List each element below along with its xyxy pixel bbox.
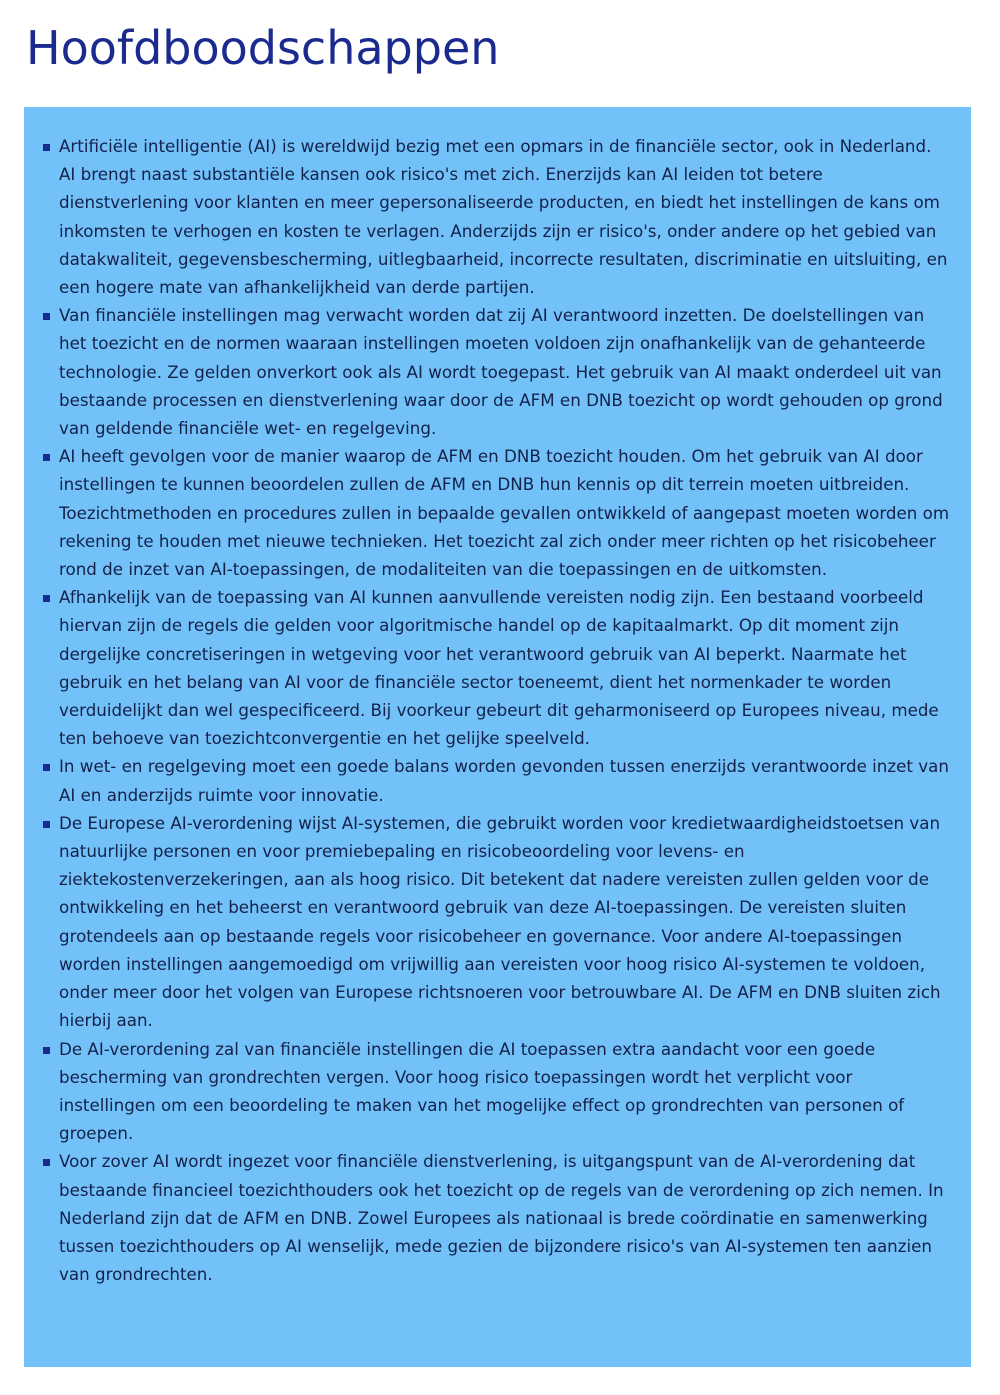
square-bullet-icon: [43, 1159, 50, 1166]
page-title: Hoofdboodschappen: [26, 21, 500, 75]
key-message-item: [42, 1035, 951, 1148]
key-message-text: Van financiële instellingen mag verwacht worden dat zij AI verantwoord inzetten. De doelstellingen van het toezicht en de normen waaraan instellingen moeten voldoen zijn onafhankelijk van de gehanteerde technologie. Ze gelden onverkort ook als AI wordt toegepast. Het gebruik van AI maakt onderdeel uit van bestaande processen en dienstverlening waar door de AFM en DNB toezicht op wordt gehouden op grond van geldende financiële wet- en regelgeving.: [59, 305, 943, 439]
square-bullet-icon: [43, 313, 50, 320]
key-message-item: [42, 132, 951, 301]
key-message-item: [42, 301, 951, 442]
square-bullet-icon: [43, 144, 50, 151]
key-message-text: De AI-verordening zal van financiële instellingen die AI toepassen extra aandacht voor een goede bescherming van grondrechten vergen. Voor hoog risico toepassingen wordt het verplicht voor instellingen om een beoordeling te maken van het mogelijke effect op grondrechten van personen of groepen.: [59, 1038, 905, 1144]
key-messages-box: [24, 107, 971, 1367]
square-bullet-icon: [43, 1047, 50, 1054]
key-message-item: [42, 752, 951, 808]
key-message-text: Voor zover AI wordt ingezet voor financiële dienstverlening, is uitgangspunt van de AI-verordening dat bestaande financieel toezichthouders ook het toezicht op de regels van de verordening op zich nemen. In Nederland zijn dat de AFM en DNB. Zowel Europees als nationaal is brede coördinatie en samenwerking tussen toezichthouders op AI wenselijk, mede gezien de bijzondere risico's van AI-systemen ten aanzien van grondrechten.: [59, 1151, 944, 1285]
square-bullet-icon: [43, 821, 50, 828]
key-message-text: Artificiële intelligentie (AI) is wereldwijd bezig met een opmars in de financiële sector, ook in Nederland. AI brengt naast substantiële kansen ook risico's met zich. Enerzijds kan AI leiden tot betere dienstverlening voor klanten en meer gepersonaliseerde producten, en biedt het instellingen de kans om inkomsten te verhogen en kosten te verlagen. Anderzijds zijn er risico's, onder andere op het gebied van datakwaliteit, gegevensbescherming, uitlegbaarheid, incorrecte resultaten, discriminatie en uitsluiting, en een hogere mate van afhankelijkheid van derde partijen.: [59, 136, 948, 298]
key-message-item: [42, 1147, 951, 1288]
square-bullet-icon: [43, 764, 50, 771]
key-message-text: Afhankelijk van de toepassing van AI kunnen aanvullende vereisten nodig zijn. Een bestaand voorbeeld hiervan zijn de regels die gelden voor algoritmische handel op de kapitaalmarkt. Op dit moment zijn dergelijke concretiseringen in wetgeving voor het verantwoord gebruik van AI beperkt. Naarmate het gebruik en het belang van AI voor de financiële sector toeneemt, dient het normenkader te worden verduidelijkt dan wel gespecificeerd. Bij voorkeur gebeurt dit geharmoniseerd op Europees niveau, mede ten behoeve van toezichtconvergentie en het gelijke speelveld.: [59, 587, 939, 749]
key-message-item: [42, 583, 951, 752]
square-bullet-icon: [43, 454, 50, 461]
square-bullet-icon: [43, 595, 50, 602]
key-message-text: De Europese AI-verordening wijst AI-systemen, die gebruikt worden voor kredietwaardigheidstoetsen van natuurlijke personen en voor premiebepaling en risicobeoordeling voor levens- en ziektekostenverzekeringen, aan als hoog risico. Dit betekent dat nadere vereisten zullen gelden voor de ontwikkeling en het beheerst en verantwoord gebruik van deze AI-toepassingen. De vereisten sluiten grotendeels aan op bestaande regels voor risicobeheer en governance. Voor andere AI-toepassingen worden instellingen aangemoedigd om vrijwillig aan vereisten voor hoog risico AI-systemen te voldoen, onder meer door het volgen van Europese richtsnoeren voor betrouwbare AI. De AFM en DNB sluiten zich hierbij aan.: [59, 812, 941, 1031]
key-message-text: AI heeft gevolgen voor de manier waarop de AFM en DNB toezicht houden. Om het gebruik van AI door instellingen te kunnen beoordelen zullen de AFM en DNB hun kennis op dit terrein moeten uitbreiden. Toezichtmethoden en procedures zullen in bepaalde gevallen ontwikkeld of aangepast moeten worden om rekening te houden met nieuwe technieken. Het toezicht zal zich onder meer richten op het risicobeheer rond de inzet van AI-toepassingen, de modaliteiten van die toepassingen en de uitkomsten.: [59, 446, 950, 580]
key-messages-list: [42, 132, 951, 1288]
key-message-item: [42, 809, 951, 1035]
key-message-text: In wet- en regelgeving moet een goede balans worden gevonden tussen enerzijds verantwoorde inzet van AI en anderzijds ruimte voor innovatie.: [59, 756, 949, 805]
key-message-item: [42, 442, 951, 583]
